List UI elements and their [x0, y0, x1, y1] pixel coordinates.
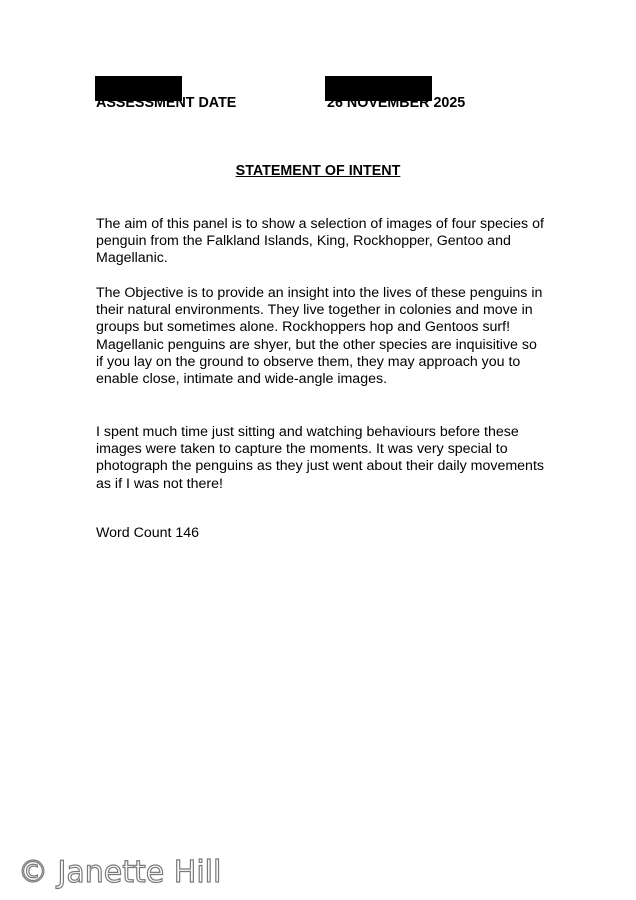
assessment-date-label: ASSESSMENT DATE — [96, 95, 237, 111]
paragraph-objective: The Objective is to provide an insight into the lives of these penguins in their natural environments. They live together in colonies and move in groups but sometimes alone. Rockhoppers hop and Gentoos surf! Magellanic penguins are shyer, but the other species are inquisitive so if you lay on the ground to observe them, they may approach you to enable close, intimate and wide-angle images. — [96, 285, 543, 388]
assessment-date-value: 26 NOVEMBER 2025 — [327, 95, 466, 111]
word-count: Word Count 146 — [96, 525, 200, 541]
copyright-watermark: © Janette Hill — [18, 855, 222, 890]
paragraph-behaviour: I spent much time just sitting and watching behaviours before these images were taken to capture the moments. It was very special to photograph the penguins as they just went about their daily movements as if I was not there! — [96, 424, 544, 492]
paragraph-aim: The aim of this panel is to show a selection of images of four species of penguin from the Falkland Islands, King, Rockhopper, Gentoo and Magellanic. — [96, 216, 544, 267]
document-title: STATEMENT OF INTENT — [235, 163, 401, 179]
